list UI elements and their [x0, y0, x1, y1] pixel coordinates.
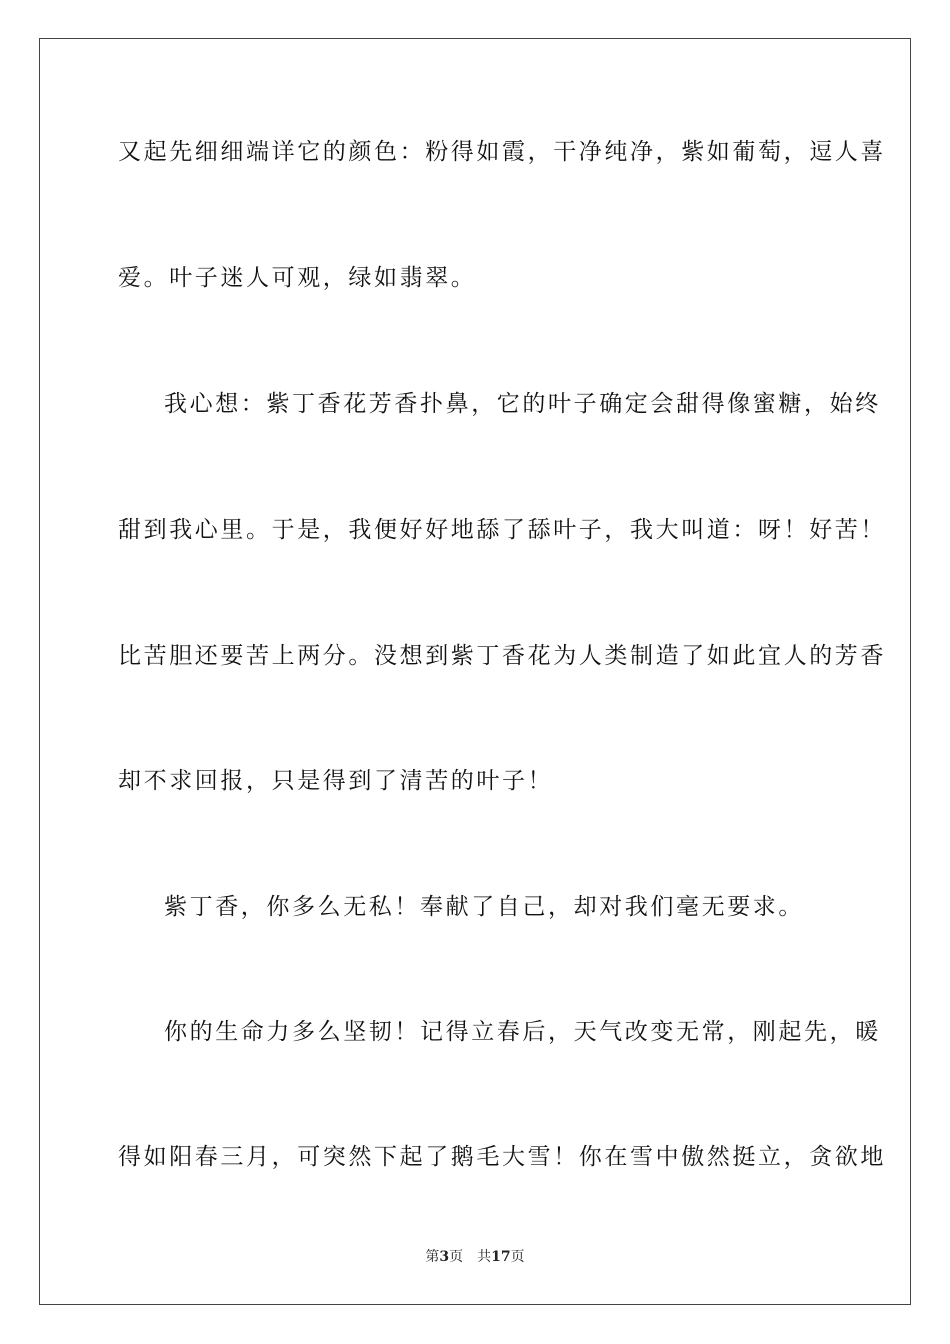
total-pages: 17 — [491, 1249, 511, 1265]
paragraph-line-7: 紫丁香，你多么无私！奉献了自己，却对我们毫无要求。 — [164, 894, 804, 920]
paragraph-line-6: 却不求回报，只是得到了清苦的叶子！ — [118, 768, 554, 794]
paragraph-line-8: 你的生命力多么坚韧！记得立春后，天气改变无常，刚起先，暖 — [164, 1019, 881, 1045]
page-border — [39, 38, 911, 1305]
paragraph-line-4: 甜到我心里。于是，我便好好地舔了舔叶子，我大叫道：呀！好苦！ — [118, 517, 886, 543]
page-suffix: 页 — [449, 1249, 464, 1265]
paragraph-line-2: 爱。叶子迷人可观，绿如翡翠。 — [118, 265, 477, 291]
page-prefix: 第 — [425, 1249, 440, 1265]
page-footer — [0, 1248, 950, 1266]
paragraph-line-3: 我心想：紫丁香花芳香扑鼻，它的叶子确定会甜得像蜜糖，始终 — [164, 391, 881, 417]
total-suffix: 页 — [510, 1249, 525, 1265]
paragraph-line-9: 得如阳春三月，可突然下起了鹅毛大雪！你在雪中傲然挺立，贪欲地 — [118, 1144, 886, 1170]
paragraph-line-5: 比苦胆还要苦上两分。没想到紫丁香花为人类制造了如此宜人的芳香 — [118, 643, 886, 669]
paragraph-line-1: 又起先细细端详它的颜色：粉得如霞，干净纯净，紫如葡萄，逗人喜 — [118, 139, 886, 165]
page-number: 3 — [439, 1249, 450, 1265]
total-prefix: 共 — [477, 1249, 492, 1265]
